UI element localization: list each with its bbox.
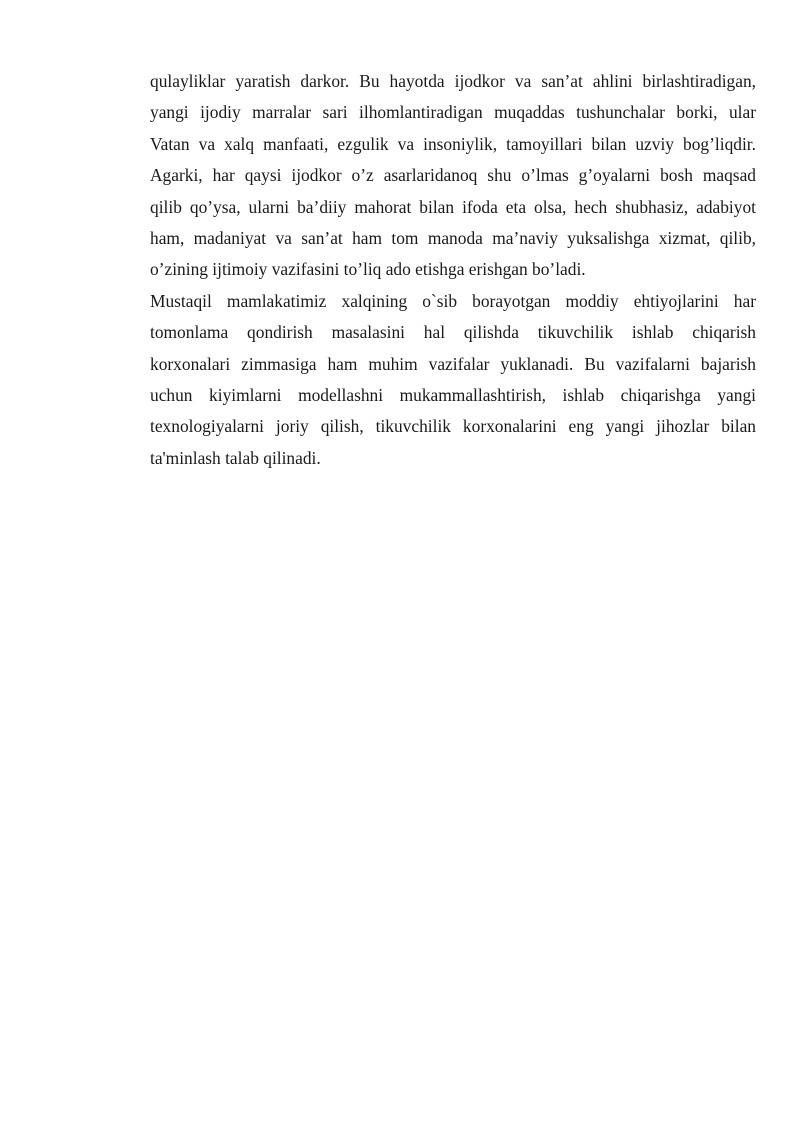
- text-line: Vatan va xalq manfaati, ezgulik va insoniylik, tamoyillari bilan uzviy bog’liqdir.: [150, 133, 756, 154]
- text-line: Mustaqil mamlakatimiz xalqining o`sib borayotgan moddiy ehtiyojlarini har: [150, 290, 756, 311]
- text-line: uchun kiyimlarni modellashni mukammallashtirish, ishlab chiqarishga yangi: [150, 384, 756, 405]
- text-line: texnologiyalarni joriy qilish, tikuvchilik korxonalarini eng yangi jihozlar bilan: [150, 416, 756, 437]
- text-line: qilib qo’ysa, ularni ba’diiy mahorat bilan ifoda eta olsa, hech shubhasiz, adabiyot: [150, 196, 756, 217]
- text-line: ham, madaniyat va san’at ham tom manoda ma’naviy yuksalishga xizmat, qilib,: [150, 227, 756, 248]
- text-line: ta'minlash talab qilinadi.: [150, 447, 321, 468]
- text-line: korxonalari zimmasiga ham muhim vazifalar yuklanadi. Bu vazifalarni bajarish: [150, 353, 756, 374]
- text-line: tomonlama qondirish masalasini hal qilishda tikuvchilik ishlab chiqarish: [150, 322, 756, 343]
- text-line: Agarki, har qaysi ijodkor o’z asarlaridanoq shu o’lmas g’oyalarni bosh maqsad: [150, 165, 756, 186]
- text-line: o’zining ijtimoiy vazifasini to’liq ado etishga erishgan bo’ladi.: [150, 259, 586, 280]
- text-line: qulayliklar yaratish darkor. Bu hayotda ijodkor va san’at ahlini birlashtiradigan,: [150, 71, 756, 91]
- text-line: yangi ijodiy marralar sari ilhomlantiradigan muqaddas tushunchalar borki, ular: [150, 102, 756, 123]
- paragraph-1: [150, 66, 756, 286]
- paragraph-2: [150, 286, 756, 474]
- body-text: [150, 66, 756, 474]
